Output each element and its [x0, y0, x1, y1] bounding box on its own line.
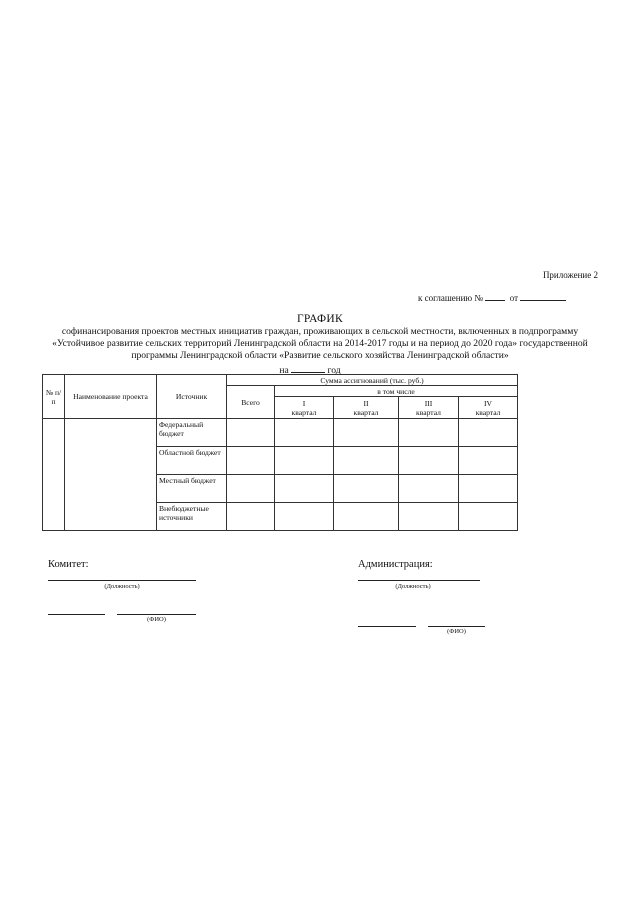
agreement-line — [418, 291, 566, 303]
agreement-date-blank — [520, 291, 566, 301]
header-quarter-2 — [334, 397, 399, 419]
signature-sign-line — [48, 614, 105, 615]
agreement-prefix: к соглашению № — [418, 293, 483, 303]
table-row — [43, 419, 518, 447]
header-amount: Сумма ассигнований (тыс. руб.) — [227, 375, 518, 386]
cell-source: Местный бюджет — [157, 475, 227, 503]
quarter-label: квартал — [353, 407, 379, 417]
cell-num — [43, 419, 65, 531]
header-quarter-4 — [459, 397, 518, 419]
cell-q3 — [399, 475, 459, 503]
cell-q4 — [459, 447, 518, 475]
header-including: в том числе — [275, 386, 518, 397]
schedule-table — [42, 374, 518, 531]
signature-name-line — [117, 614, 196, 615]
document-title: ГРАФИК — [296, 313, 343, 325]
quarter-num: I — [302, 398, 306, 408]
cell-q1 — [275, 419, 334, 447]
header-quarter-1 — [275, 397, 334, 419]
appendix-label: Приложение 2 — [542, 270, 598, 280]
cell-total — [227, 419, 275, 447]
header-source: Источник — [157, 375, 227, 419]
signature-position-caption: (Должность) — [104, 583, 140, 590]
quarter-num: II — [363, 398, 369, 408]
signature-name-line — [428, 626, 485, 627]
cell-total — [227, 503, 275, 531]
cell-source: Внебюджетные источники — [157, 503, 227, 531]
year-blank — [291, 363, 325, 373]
cell-total — [227, 475, 275, 503]
cell-q4 — [459, 475, 518, 503]
quarter-label: квартал — [475, 407, 501, 417]
header-num: № п/п — [43, 375, 65, 419]
cell-q1 — [275, 475, 334, 503]
signature-position-line — [48, 580, 196, 581]
signature-name-caption: (ФИО) — [447, 628, 466, 635]
cell-q3 — [399, 503, 459, 531]
signature-heading-committee: Комитет: — [48, 559, 89, 570]
year-prefix: на — [279, 365, 289, 376]
cell-q2 — [334, 447, 399, 475]
cell-source: Федеральный бюджет — [157, 419, 227, 447]
quarter-num: IV — [484, 398, 493, 408]
cell-q4 — [459, 419, 518, 447]
quarter-label: квартал — [291, 407, 317, 417]
cell-q3 — [399, 419, 459, 447]
signature-position-caption: (Должность) — [395, 583, 431, 590]
cell-q2 — [334, 475, 399, 503]
cell-total — [227, 447, 275, 475]
cell-project-name — [65, 419, 157, 531]
cell-q2 — [334, 503, 399, 531]
signature-heading-administration: Администрация: — [358, 559, 433, 570]
signature-sign-line — [358, 626, 416, 627]
header-quarter-3 — [399, 397, 459, 419]
quarter-num: III — [424, 398, 433, 408]
agreement-number-blank — [485, 291, 505, 301]
header-project-name: Наименование проекта — [65, 375, 157, 419]
signature-position-line — [358, 580, 480, 581]
cell-q3 — [399, 447, 459, 475]
signature-name-caption: (ФИО) — [147, 616, 166, 623]
cell-q4 — [459, 503, 518, 531]
cell-q2 — [334, 419, 399, 447]
quarter-label: квартал — [416, 407, 441, 417]
agreement-from: от — [509, 293, 519, 303]
cell-q1 — [275, 447, 334, 475]
year-suffix: год — [327, 365, 341, 376]
document-description: софинансирования проектов местных инициатив граждан, проживающих в сельской местности, включенных в подпрограмму «Устойчивое развитие сельских территорий Ленинградской области на 2014-2017 годы и на период до 2020 года» государственной программы Ленинградской области «Развитие сельского хозяйства Ленинградской области» — [52, 326, 588, 361]
cell-source: Областной бюджет — [157, 447, 227, 475]
header-total: Всего — [227, 386, 275, 419]
cell-q1 — [275, 503, 334, 531]
